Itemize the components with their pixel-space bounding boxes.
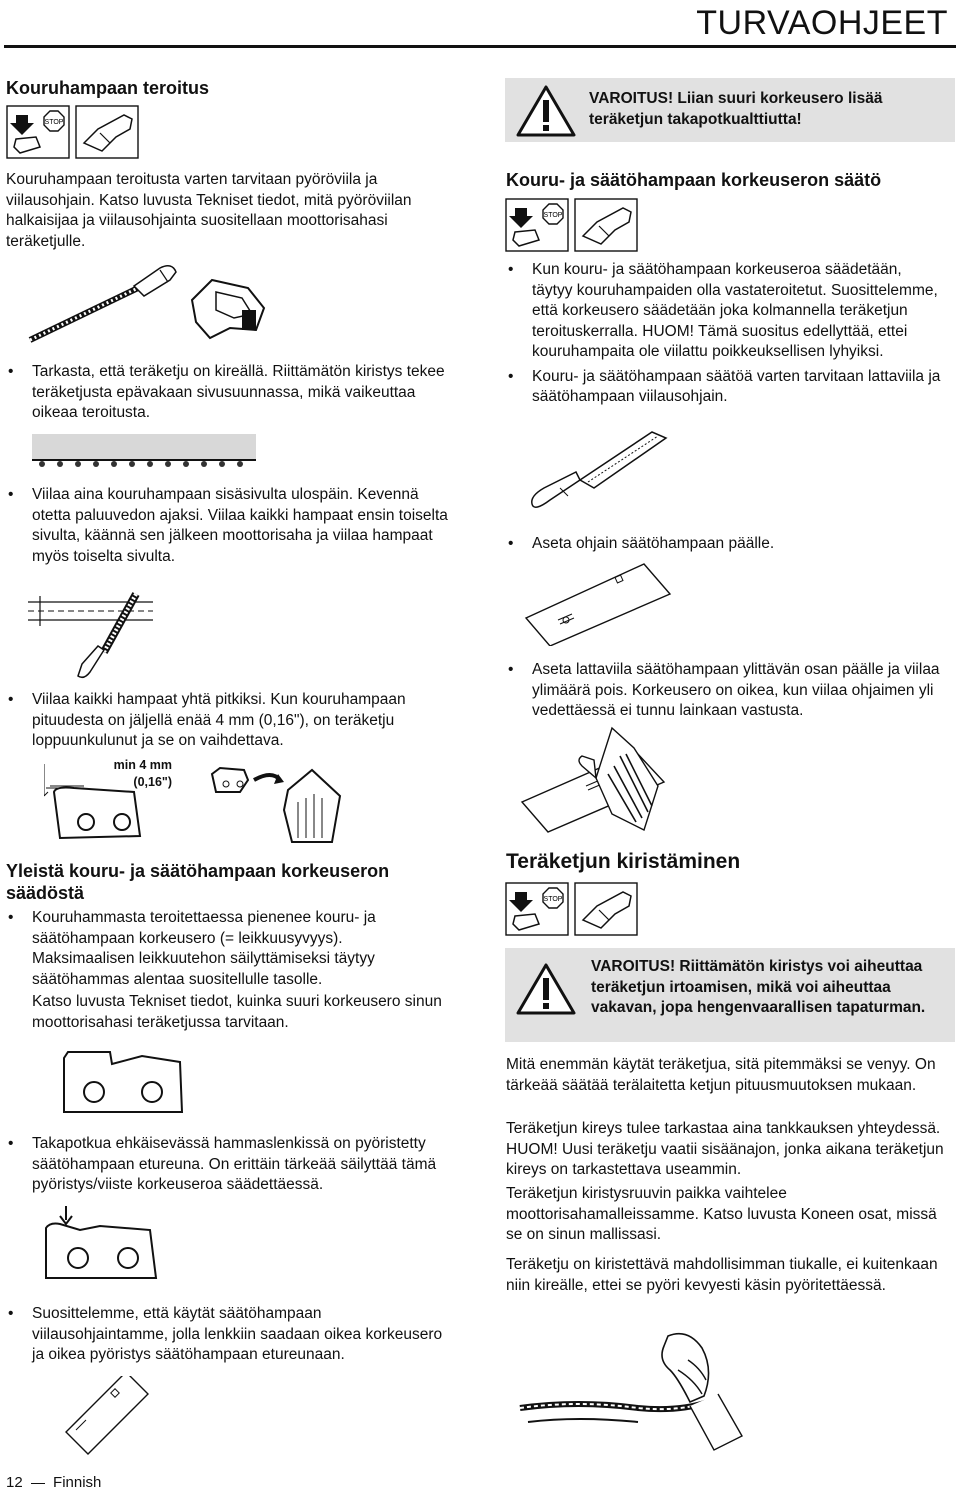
rounded-depth-gauge-illustration	[40, 1204, 170, 1284]
bullet-height-decrease-text: Kouruhammasta teroitettaessa pienenee kouru- ja säätöhampaan korkeusero (= leikkuusyvyys). Maksimaalisen leikkuutehon säilyttämiseksi täytyy säätöhammas alentaa suositellulle tasolle.	[32, 909, 376, 988]
sharpening-intro-text: Kouruhampaan teroitusta varten tarvitaan pyöröviila ja viilausohjain. Katso luvusta Tekniset tiedot, mitä pyöröviilan halkaisijaa ja viilausohjainta suositellaan moottorisahasi teräketjulle.	[6, 171, 412, 250]
protective-glove-icon	[575, 199, 637, 251]
round-file-icon	[30, 266, 176, 340]
page-footer	[6, 1474, 101, 1491]
bullet-list-8	[506, 534, 946, 559]
bullet-file-excess: • Aseta lattaviila säätöhampaan ylittävän osan päälle ja viilaa ylimäärä pois. Korkeusero on oikea, kun viilaa ohjaimen yli vedettäessä ei tunnu lainkaan vastusta.	[506, 660, 946, 722]
cutter-depth-illustration	[60, 1048, 190, 1118]
svg-text:STOP: STOP	[543, 212, 563, 219]
min-length-inch: (0,16")	[133, 775, 172, 789]
bullet-height-see-specs: Katso luvusta Tekniset tiedot, kuinka suuri korkeusero sinun moottorisahasi teräketjussa tarvitaan.	[32, 993, 442, 1031]
stop-engine-icon	[7, 106, 69, 158]
min-length-label	[92, 757, 172, 791]
file-over-guide-illustration	[516, 726, 686, 834]
warning-tension-text: VAROITUS! Riittämätön kiristys voi aiheuttaa teräketjun irtoamisen, mikä voi aiheuttaa vakavan, jopa hengenvaarallisen tapaturman.	[591, 958, 926, 1016]
bullet-tools-needed: • Kouru- ja säätöhampaan säätöä varten tarvitaan lattaviila ja säätöhampaan viilausohjain.	[506, 367, 946, 408]
safety-icons-group-2	[505, 196, 640, 254]
bullet-adjust-when: • Kun kouru- ja säätöhampaan korkeuseroa säädetään, täytyy kouruhampaiden olla vastateroitetut. Suosittelemme, että korkeusero säädetään joka kolmannella teräketjun teroituskerralla. HUOM! Tämä suositus edellyttää, ettei kouruhampaita ole viilattu poikkeuksellisen lyhyiksi.	[506, 260, 946, 363]
stop-engine-icon	[506, 199, 568, 251]
bullet-list-2	[6, 485, 456, 571]
tension-paragraph-2: Teräketjun kireys tulee tarkastaa aina tankkauksen yhteydessä. HUOM! Uusi teräketju vaatii sisäänajon, jonka aikana teräketjun kireys on tarkastettava useammin.	[506, 1120, 944, 1178]
footer-language: Finnish	[53, 1474, 102, 1491]
bullet-list-7	[506, 260, 946, 412]
section-title-depth-gauge-adjust: Kouru- ja säätöhampaan korkeuseron säätö	[506, 170, 882, 190]
tension-paragraph-3: Teräketjun kiristysruuvin paikka vaihtelee moottorisahamalleissamme. Katso luvusta Koneen osat, missä se on sinun mallissasi.	[506, 1185, 937, 1243]
page-header-title: TURVAOHJEET	[696, 4, 948, 42]
svg-text:STOP: STOP	[44, 119, 64, 126]
warning-triangle-icon	[515, 84, 577, 138]
section-title-sharpening: Kouruhampaan teroitus	[6, 78, 210, 98]
bullet-place-guide: • Aseta ohjain säätöhampaan päälle.	[506, 534, 946, 555]
warning-box-kickback	[505, 78, 955, 142]
protective-glove-icon	[76, 106, 138, 158]
bullet-list-3	[6, 690, 446, 756]
section-title-depth-gauge-general: Yleistä kouru- ja säätöhampaan korkeuseron säädöstä	[6, 861, 390, 903]
section-title-chain-tension: Teräketjun kiristäminen	[506, 850, 741, 873]
bullet-check-tension: • Tarkasta, että teräketju on kireällä. Riittämätön kiristys tekee teräketjusta epävakaan sivusuunnassa, mikä vaikeuttaa oikeaa teroitusta.	[6, 362, 446, 424]
round-file-and-guide-illustration	[20, 252, 280, 348]
safety-icons-group-3	[505, 880, 640, 938]
warning-kickback-text: VAROITUS! Liian suuri korkeusero lisää teräketjun takapotkualttiutta!	[589, 90, 883, 128]
protective-glove-icon	[575, 883, 637, 935]
bullet-recommend-guide: • Suosittelemme, että käytät säätöhampaan viilausohjaintamme, jolla lenkkiin saadaan oikea korkeusero ja oikea pyöristys säätöhampaan etureunaan.	[6, 1304, 456, 1366]
file-guide-icon	[192, 280, 264, 338]
bullet-list-6	[6, 1304, 456, 1370]
bullet-kickback-rounded: • Takapotkua ehkäisevässä hammaslenkissä on pyöristetty säätöhampaan etureuna. On erittäin tärkeää säilyttää tämä pyöristys/viiste korkeuseroa säädettäessä.	[6, 1134, 456, 1196]
page-number: 12	[6, 1474, 23, 1491]
bullet-list-4	[6, 908, 446, 1037]
saw-chain-illustration	[30, 432, 258, 472]
stop-engine-icon	[506, 883, 568, 935]
header-rule	[4, 45, 956, 48]
tension-paragraph-1: Mitä enemmän käytät teräketjua, sitä pitemmäksi se venyy. On tärkeää säätää terälaitetta ketjun pituusmuutoksen mukaan.	[506, 1056, 936, 1094]
footer-dash	[31, 1483, 45, 1484]
depth-gauge-tool-illustration	[56, 1376, 156, 1456]
bullet-file-direction: • Viilaa aina kouruhampaan sisäsivulta ulospäin. Kevennä otetta paluuvedon ajaksi. Viilaa kaikki hampaat ensin toiselta sivulta, käännä sen jälkeen moottorisaha ja viilaa hampaat myös toiselta sivulta.	[6, 485, 456, 567]
file-angle-illustration	[28, 592, 158, 682]
bullet-list-5	[6, 1134, 456, 1200]
svg-text:STOP: STOP	[543, 896, 563, 903]
flat-file-illustration	[520, 426, 670, 526]
guide-on-tooth-illustration	[520, 560, 680, 646]
chain-tension-check-illustration	[518, 1330, 758, 1460]
safety-icons-group-1	[6, 103, 141, 161]
bullet-list-1	[6, 362, 446, 428]
bullet-equal-length: • Viilaa kaikki hampaat yhtä pitkiksi. Kun kouruhampaan pituudesta on jäljellä enää 4 mm (0,16"), on teräketju loppuunkulunut ja se on vaihdettava.	[6, 690, 446, 752]
warning-triangle-icon	[515, 962, 577, 1016]
min-length-mm: min 4 mm	[113, 758, 172, 772]
bullet-list-9	[506, 660, 946, 726]
bullet-height-decrease	[6, 908, 446, 1033]
tension-paragraph-4: Teräketju on kiristettävä mahdollisimman tiukalle, ei kuitenkaan niin kireälle, ettei se pyöri kevyesti käsin pyöritettäessä.	[506, 1256, 938, 1294]
warning-box-tension	[505, 948, 955, 1042]
